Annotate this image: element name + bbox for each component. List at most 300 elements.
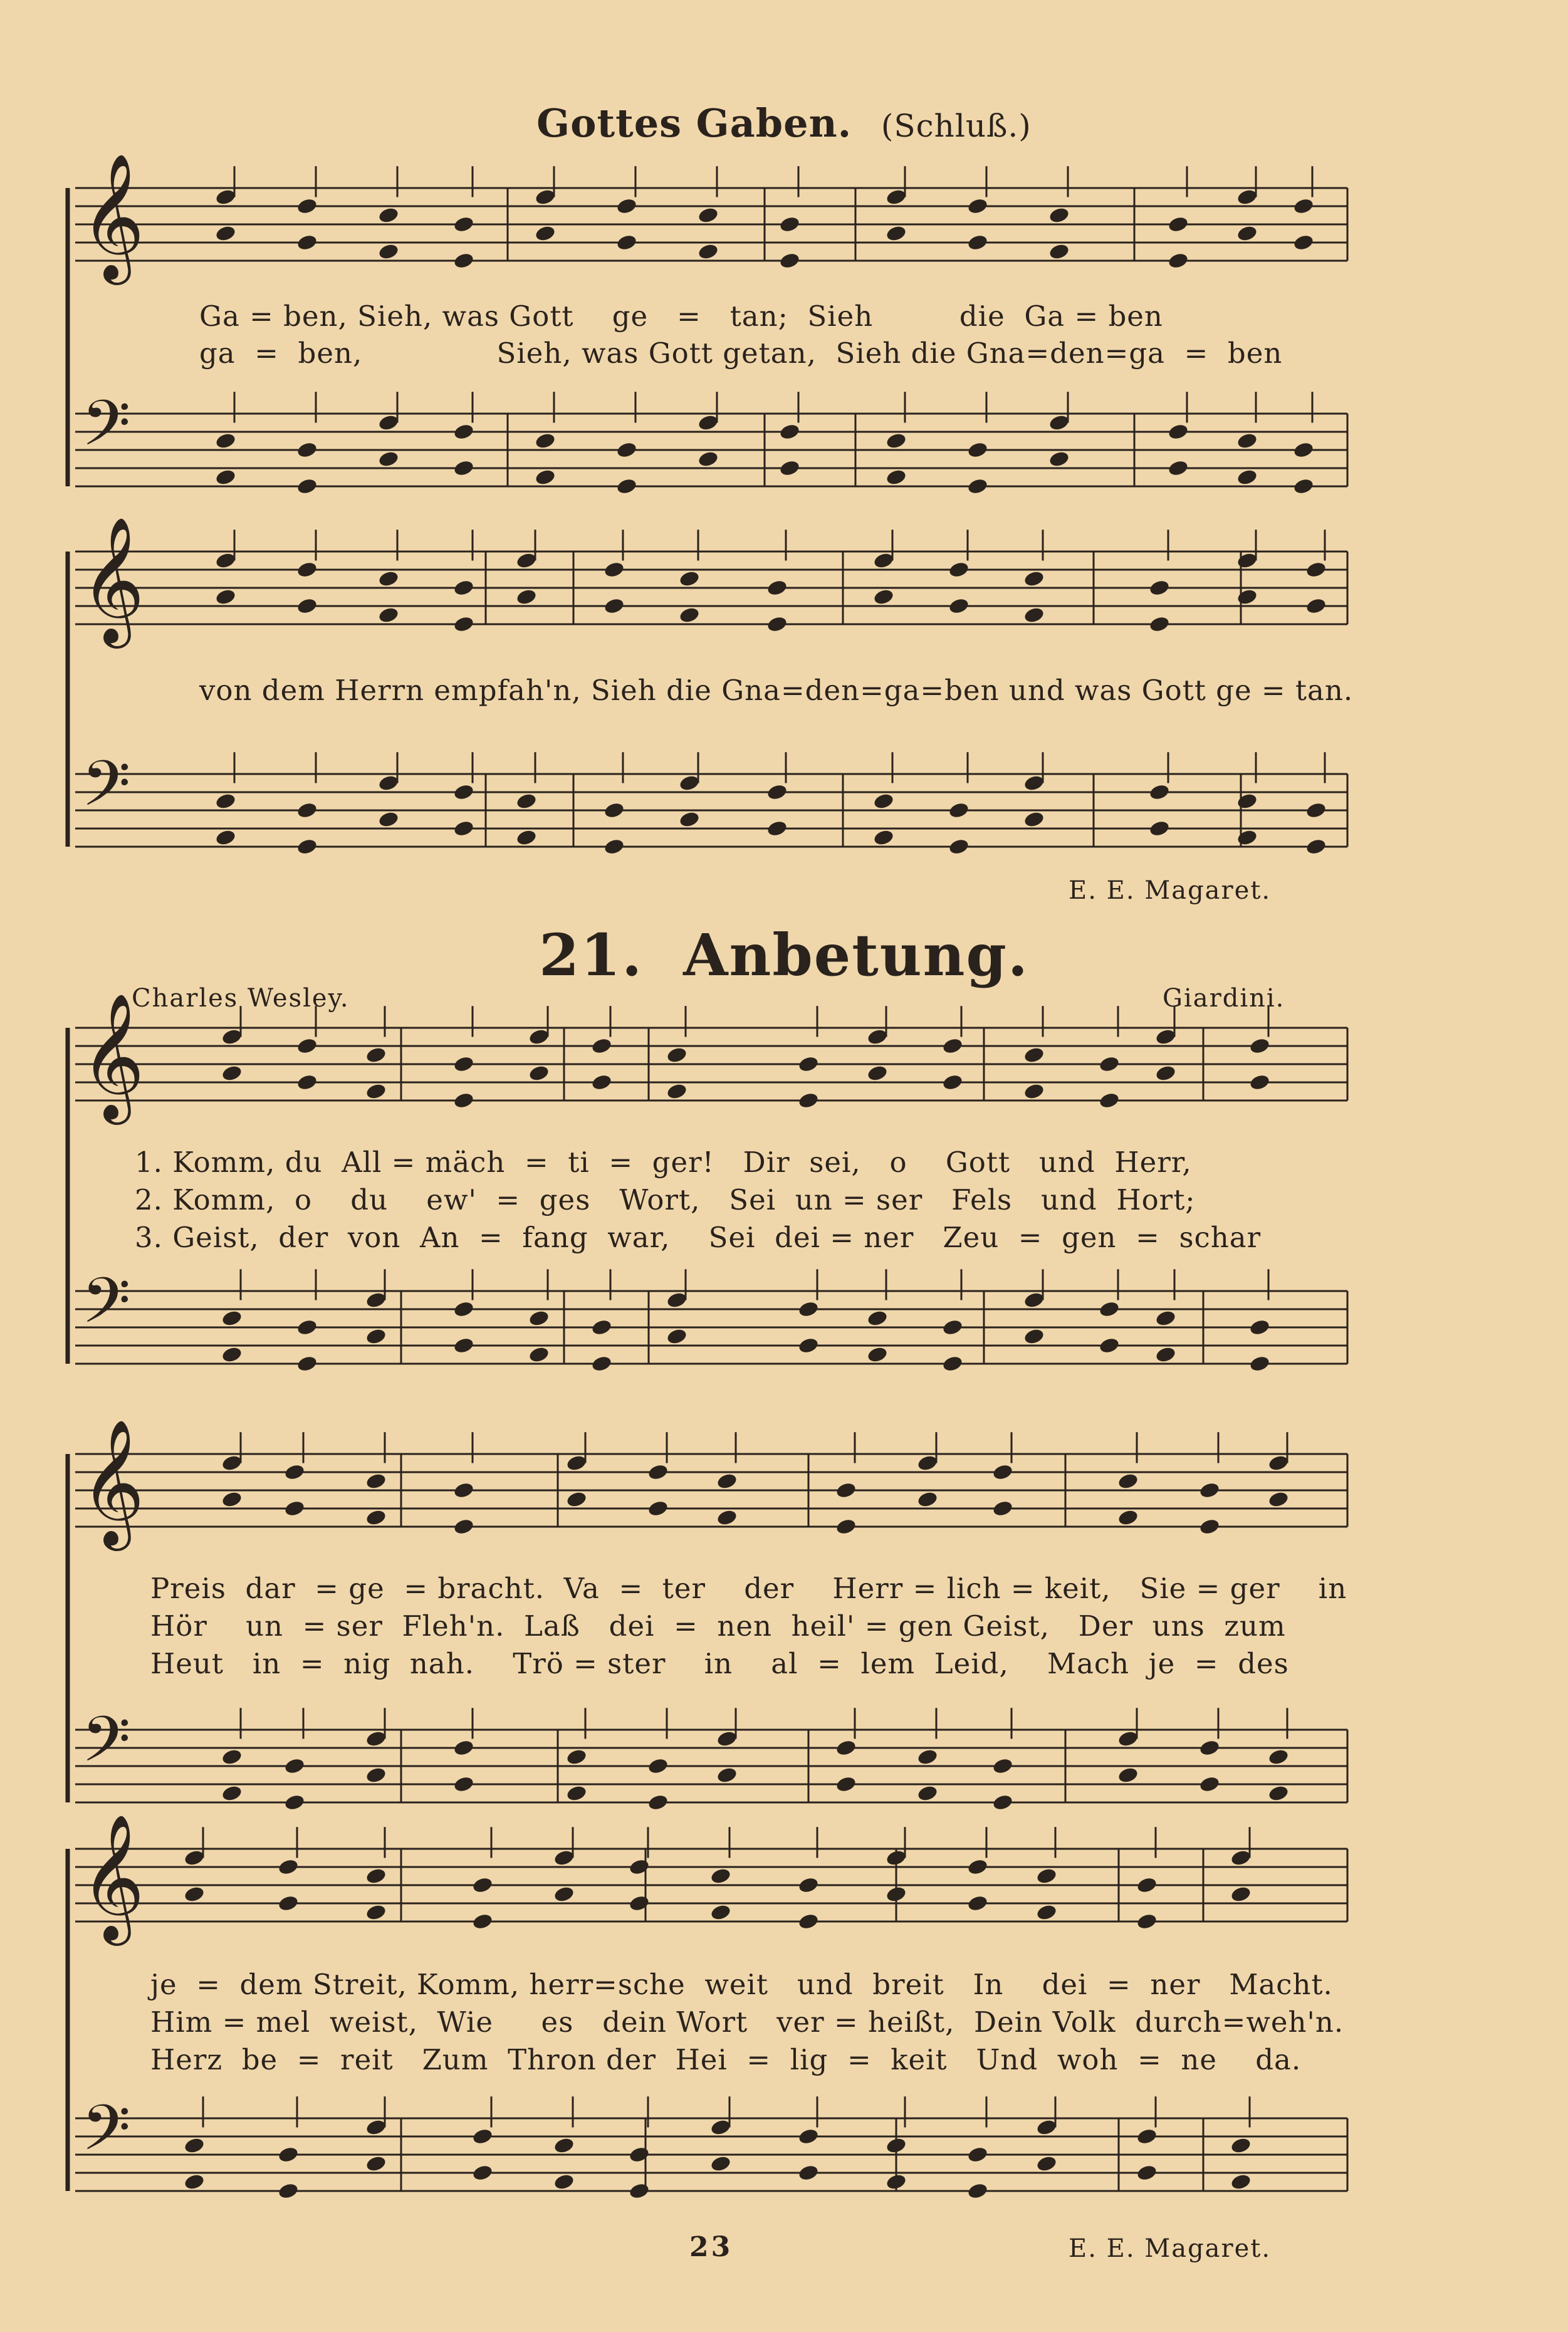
system-4-bass-note: [647, 1757, 669, 1775]
system-2-treble-note: [1236, 552, 1258, 570]
system-5-bass-note: [553, 2173, 575, 2191]
system-2-treble-note: [766, 578, 788, 597]
system-3-bass-note: [296, 1318, 318, 1336]
system-2-treble-note: [296, 560, 318, 578]
system-3-treble-note: [590, 1073, 612, 1091]
system-5-treble-note: [277, 1858, 299, 1876]
system-1-bass-note: [697, 414, 719, 432]
system-5-treble-note: [553, 1849, 575, 1867]
system-3-bass-note: [1248, 1354, 1270, 1373]
system-2-bass-note: [296, 837, 318, 855]
system-5-treble-note: [797, 1912, 819, 1930]
system-1-bass-note: [885, 468, 907, 486]
system-1-treble-note: [452, 215, 474, 233]
system-4-bass-note: [1267, 1784, 1289, 1802]
system-5-treble-note: [709, 1867, 731, 1885]
system-1-bass-note: [452, 459, 474, 477]
system-5-bass-note: [885, 2173, 907, 2191]
system-3-treble-note: [365, 1082, 387, 1101]
system-4-treble-note: [283, 1463, 305, 1481]
system-4-treble-note: [1267, 1454, 1289, 1472]
system-1-bass-note: [1167, 459, 1189, 477]
system-3-treble-note: [1154, 1064, 1176, 1082]
system-4-treble-note: [283, 1499, 305, 1517]
system-4-bass-note: [565, 1784, 587, 1802]
system-2-bass-note: [1023, 810, 1045, 829]
system-5-bass-note: [183, 2173, 205, 2191]
system-3-bass-note: [866, 1309, 888, 1327]
system-3-treble-note: [528, 1064, 550, 1082]
system-4-treble-note: [716, 1508, 738, 1527]
system-4-bass-note: [835, 1775, 857, 1793]
system-1-treble-note: [966, 197, 988, 215]
system-3-bass-note: [528, 1346, 550, 1364]
system-3-bass-note: [590, 1318, 612, 1336]
hymn-lyric-s1-v1: 1. Komm, du All = mäch = ti = ger! Dir sei, o Gott und Herr,: [135, 1146, 1192, 1179]
hymn-lyric-s1-v3: 3. Geist, der von An = fang war, Sei dei = ner Zeu = gen = schar: [135, 1221, 1262, 1254]
system-1-treble-note: [214, 224, 236, 243]
system-2-treble-note: [948, 560, 970, 578]
system-2-treble-note: [603, 560, 625, 578]
system-2-bass-note: [515, 792, 537, 810]
system-1-bass-note: [377, 414, 399, 432]
system-1-treble-note: [1167, 215, 1189, 233]
system-1-treble-note: [1292, 197, 1314, 215]
system-1-bass-note: [778, 422, 800, 441]
system-4-treble-note: [365, 1472, 387, 1490]
system-5-bass-note: [1230, 2173, 1252, 2191]
system-3-bass-note: [452, 1336, 474, 1354]
system-2-treble-note: [678, 606, 700, 624]
system-5-treble-note: [885, 1849, 907, 1867]
system-2-bass-note: [603, 801, 625, 819]
system-3-bass-note: [1098, 1336, 1120, 1354]
system-4-treble-note: [916, 1454, 938, 1472]
system-3-treble-note: [1023, 1082, 1045, 1101]
system-2-treble-note: [296, 597, 318, 615]
system-5-bass-note: [797, 2163, 819, 2182]
system-5-bass-note: [966, 2145, 988, 2163]
system-2-bass-note: [1305, 837, 1327, 855]
continuation-lyric-line-2: ga = ben, Sieh, was Gott getan, Sieh die Gna=den=ga = ben: [199, 337, 1283, 370]
system-4-treble-note: [1117, 1472, 1139, 1490]
system-4-bass-note: [565, 1748, 587, 1766]
system-1-treble-note: [885, 188, 907, 206]
continuation-lyric-line-3: von dem Herrn empfah'n, Sieh die Gna=den=ga=ben und was Gott ge = tan.: [199, 674, 1354, 707]
system-1-bass-note: [966, 441, 988, 459]
system-5-bass-note: [1230, 2136, 1252, 2155]
system-5-bass-note: [628, 2182, 650, 2200]
hymn-lyric-s3-v3: Herz be = reit Zum Thron der Hei = lig = keit Und woh = ne da.: [150, 2043, 1302, 2076]
system-3-treble-note: [221, 1064, 243, 1082]
hymn-lyric-s3-v2: Him = mel weist, Wie es dein Wort ver = heißt, Dein Volk durch=weh'n.: [150, 2005, 1344, 2039]
system-4-bass-note: [1198, 1739, 1220, 1757]
system-5-bass-note: [885, 2136, 907, 2155]
system-5-bass-note: [1035, 2155, 1057, 2173]
system-3-bass-note: [941, 1354, 963, 1373]
page-number: 23: [689, 2231, 733, 2263]
system-5-bass-note: [1136, 2163, 1158, 2182]
system-4-treble-note: [365, 1508, 387, 1527]
system-4-treble-note: [221, 1454, 243, 1472]
system-3-treble-note: [452, 1055, 474, 1073]
system-1-bass-note: [296, 477, 318, 495]
system-5-treble-note: [966, 1858, 988, 1876]
system-1-treble-note: [1236, 224, 1258, 243]
system-3-bass-note: [1248, 1318, 1270, 1336]
system-5-treble-note: [628, 1858, 650, 1876]
continuation-lyric-line-1: Ga = ben, Sieh, was Gott ge = tan; Sieh die Ga = ben: [199, 300, 1163, 333]
system-1-bass-note: [1292, 477, 1314, 495]
system-4-bass-note: [452, 1739, 474, 1757]
system-2-bass-note: [766, 819, 788, 837]
system-5-treble-note: [365, 1867, 387, 1885]
system-1-treble-note: [1167, 251, 1189, 269]
system-4-treble-note: [565, 1490, 587, 1508]
system-3-bass-note: [452, 1300, 474, 1318]
system-3-treble-note: [1023, 1046, 1045, 1064]
system-3-bass-note: [866, 1346, 888, 1364]
system-3-treble-note: [1154, 1028, 1176, 1046]
hymn-lyric-s1-v2: 2. Komm, o du ew' = ges Wort, Sei un = ser Fels und Hort;: [135, 1183, 1196, 1216]
system-1-treble-note: [296, 197, 318, 215]
footer-composer: E. E. Magaret.: [1069, 2234, 1272, 2263]
system-2-bass-note: [1305, 801, 1327, 819]
system-2-bass-note: [1236, 829, 1258, 847]
system-4-treble-note: [565, 1454, 587, 1472]
system-5-bass-note: [628, 2145, 650, 2163]
system-1-treble-note: [1048, 243, 1070, 261]
system-1-bass-note: [615, 441, 637, 459]
system-2-treble-note: [214, 588, 236, 606]
system-1-treble-note: [296, 233, 318, 251]
system-4-treble-note: [1198, 1481, 1220, 1499]
system-4-bass-clef-icon: 𝄢: [81, 1702, 131, 1792]
system-4-treble-note: [452, 1517, 474, 1535]
system-2-bass-note: [948, 801, 970, 819]
system-2-treble-note: [766, 615, 788, 633]
system-4-bass-note: [1117, 1730, 1139, 1748]
system-2-treble-note: [377, 606, 399, 624]
system-5-treble-clef-icon: 𝄞: [80, 1813, 145, 1941]
hymn-number: 21.: [539, 921, 644, 989]
system-2-treble-note: [678, 570, 700, 588]
system-3-treble-note: [797, 1055, 819, 1073]
system-1-bass-note: [1236, 432, 1258, 450]
system-3-treble-note: [866, 1064, 888, 1082]
system-1-bass-note: [966, 477, 988, 495]
system-3-treble-note: [797, 1091, 819, 1109]
system-5-treble-note: [1230, 1885, 1252, 1903]
system-3-bass-note: [1154, 1346, 1176, 1364]
system-5-bass-note: [183, 2136, 205, 2155]
system-2-bass-note: [603, 837, 625, 855]
system-1-treble-note: [534, 224, 556, 243]
system-1-treble-note: [214, 188, 236, 206]
system-1-treble-note: [452, 251, 474, 269]
system-3-treble-note: [941, 1073, 963, 1091]
system-3-treble-note: [941, 1037, 963, 1055]
system-5-bass-note: [797, 2127, 819, 2145]
system-2-treble-note: [948, 597, 970, 615]
system-4-bass-note: [716, 1730, 738, 1748]
system-4-treble-note: [1117, 1508, 1139, 1527]
system-1-bass-note: [1167, 422, 1189, 441]
system-1-bass-note: [1292, 441, 1314, 459]
system-5-treble-note: [885, 1885, 907, 1903]
system-2-bass-note: [1148, 783, 1170, 801]
hymn-lyric-s2-v2: Hör un = ser Fleh'n. Laß dei = nen heil' = gen Geist, Der uns zum: [150, 1609, 1286, 1643]
system-2-bass-note: [948, 837, 970, 855]
system-3-treble-clef-icon: 𝄞: [80, 992, 145, 1120]
system-4-bass-note: [365, 1766, 387, 1784]
system-2-bass-note: [766, 783, 788, 801]
system-2-treble-note: [1305, 597, 1327, 615]
system-3-bass-note: [528, 1309, 550, 1327]
system-2-treble-note: [1305, 560, 1327, 578]
system-2-bass-note: [452, 819, 474, 837]
system-4-bass-note: [916, 1748, 938, 1766]
system-4-bass-note: [221, 1784, 243, 1802]
system-4-treble-note: [916, 1490, 938, 1508]
system-3-bass-note: [1154, 1309, 1176, 1327]
system-5-treble-note: [1035, 1867, 1057, 1885]
system-1-bass-note: [1236, 468, 1258, 486]
system-3-bass-note: [1023, 1327, 1045, 1346]
system-1-treble-note: [778, 215, 800, 233]
system-4-bass-note: [835, 1739, 857, 1757]
system-1-treble-clef-icon: 𝄞: [80, 152, 145, 280]
system-1-treble-note: [885, 224, 907, 243]
system-2-bass-note: [377, 774, 399, 792]
system-3-treble-note: [666, 1046, 687, 1064]
system-4-bass-note: [283, 1757, 305, 1775]
hymn-lyric-s3-v1: je = dem Streit, Komm, herr=sche weit und breit In dei = ner Macht.: [150, 1968, 1333, 2001]
system-5-treble-note: [183, 1849, 205, 1867]
system-5-bass-note: [709, 2155, 731, 2173]
system-4-bass-note: [647, 1793, 669, 1811]
system-5-bass-note: [277, 2182, 299, 2200]
system-3-treble-note: [866, 1028, 888, 1046]
hymn-composer: Giardini.: [1163, 984, 1285, 1013]
system-3-treble-note: [666, 1082, 687, 1101]
system-2-bass-note: [377, 810, 399, 829]
system-5-bass-note: [553, 2136, 575, 2155]
system-5-bass-note: [1136, 2127, 1158, 2145]
system-2-bass-note: [452, 783, 474, 801]
system-1-treble-note: [377, 206, 399, 224]
system-5-treble-note: [471, 1912, 493, 1930]
system-3-bass-note: [941, 1318, 963, 1336]
system-4-bass-note: [452, 1775, 474, 1793]
hymn-title-text: Anbetung.: [683, 921, 1029, 989]
system-5-treble-note: [1136, 1876, 1158, 1894]
system-3-treble-note: [590, 1037, 612, 1055]
system-3-bass-note: [221, 1346, 243, 1364]
system-3-bass-note: [365, 1327, 387, 1346]
system-1-bass-note: [1048, 414, 1070, 432]
continuation-subtitle: (Schluß.): [881, 108, 1032, 144]
system-5-bass-note: [365, 2118, 387, 2136]
system-2-bass-note: [1023, 774, 1045, 792]
system-5-bass-note: [277, 2145, 299, 2163]
system-3-treble-note: [296, 1037, 318, 1055]
system-2-bass-note: [1148, 819, 1170, 837]
system-5-bass-clef-icon: 𝄢: [81, 2091, 131, 2180]
system-4-bass-note: [1267, 1748, 1289, 1766]
system-5-treble-note: [1035, 1903, 1057, 1922]
system-1-treble-note: [615, 197, 637, 215]
system-2-treble-note: [872, 552, 894, 570]
system-1-bass-note: [885, 432, 907, 450]
system-1-bass-note: [214, 468, 236, 486]
system-2-treble-note: [603, 597, 625, 615]
system-5-treble-note: [471, 1876, 493, 1894]
system-3-bass-note: [666, 1327, 687, 1346]
system-5-bass-note: [966, 2182, 988, 2200]
system-5-treble-note: [709, 1903, 731, 1922]
system-4-treble-note: [221, 1490, 243, 1508]
system-1-bass-note: [534, 432, 556, 450]
system-2-treble-note: [872, 588, 894, 606]
system-5-bass-note: [471, 2163, 493, 2182]
system-3-bass-note: [666, 1291, 687, 1309]
system-1-treble-note: [1292, 233, 1314, 251]
system-4-treble-note: [647, 1463, 669, 1481]
system-1-bass-clef-icon: 𝄢: [81, 386, 131, 476]
system-4-bass-note: [991, 1793, 1013, 1811]
continuation-composer: E. E. Magaret.: [1069, 876, 1272, 905]
system-1-treble-note: [966, 233, 988, 251]
system-2-bass-note: [678, 810, 700, 829]
system-4-treble-note: [835, 1481, 857, 1499]
system-3-bass-note: [1023, 1291, 1045, 1309]
system-5-treble-note: [797, 1876, 819, 1894]
system-5-bass-note: [471, 2127, 493, 2145]
system-2-treble-note: [515, 588, 537, 606]
system-5-treble-note: [1136, 1912, 1158, 1930]
system-2-bass-note: [678, 774, 700, 792]
system-4-bass-note: [283, 1793, 305, 1811]
system-5-treble-note: [628, 1894, 650, 1912]
system-3-bass-note: [797, 1300, 819, 1318]
system-4-treble-clef-icon: 𝄞: [80, 1418, 145, 1546]
system-1-bass-note: [534, 468, 556, 486]
system-5-treble-note: [277, 1894, 299, 1912]
system-2-bass-note: [515, 829, 537, 847]
system-5-bass-note: [1035, 2118, 1057, 2136]
system-3-treble-note: [1248, 1073, 1270, 1091]
system-4-bass-note: [1198, 1775, 1220, 1793]
hymn-lyric-s2-v1: Preis dar = ge = bracht. Va = ter der Herr = lich = keit, Sie = ger in: [150, 1572, 1347, 1605]
system-3-treble-note: [528, 1028, 550, 1046]
system-2-treble-note: [1023, 570, 1045, 588]
system-4-treble-note: [452, 1481, 474, 1499]
system-1-treble-note: [1048, 206, 1070, 224]
system-4-bass-note: [716, 1766, 738, 1784]
system-4-bass-note: [1117, 1766, 1139, 1784]
system-5-treble-note: [966, 1894, 988, 1912]
system-2-treble-note: [1236, 588, 1258, 606]
system-4-bass-note: [916, 1784, 938, 1802]
system-3-treble-note: [365, 1046, 387, 1064]
system-1-bass-note: [615, 477, 637, 495]
system-1-bass-note: [214, 432, 236, 450]
system-2-treble-clef-icon: 𝄞: [80, 516, 145, 644]
system-1-treble-note: [615, 233, 637, 251]
hymn-lyric-s2-v3: Heut in = nig nah. Trö = ster in al = lem Leid, Mach je = des: [150, 1647, 1289, 1680]
system-1-bass-note: [697, 450, 719, 468]
hymn-author: Charles Wesley.: [132, 984, 350, 1013]
system-3-bass-note: [590, 1354, 612, 1373]
hymn-title: [0, 921, 1568, 989]
system-3-treble-note: [1098, 1055, 1120, 1073]
system-3-bass-note: [221, 1309, 243, 1327]
system-2-treble-note: [377, 570, 399, 588]
system-5-treble-note: [183, 1885, 205, 1903]
system-2-treble-note: [1148, 578, 1170, 597]
system-2-treble-note: [1023, 606, 1045, 624]
system-1-treble-note: [377, 243, 399, 261]
system-2-treble-note: [515, 552, 537, 570]
system-4-treble-note: [991, 1499, 1013, 1517]
system-3-bass-note: [365, 1291, 387, 1309]
system-2-bass-clef-icon: 𝄢: [81, 746, 131, 836]
system-4-bass-note: [365, 1730, 387, 1748]
system-5-treble-note: [365, 1903, 387, 1922]
system-2-bass-note: [214, 792, 236, 810]
system-2-bass-note: [872, 792, 894, 810]
system-4-treble-note: [716, 1472, 738, 1490]
continuation-title-text: Gottes Gaben.: [536, 100, 852, 146]
system-2-treble-note: [452, 578, 474, 597]
system-4-treble-note: [647, 1499, 669, 1517]
system-3-treble-note: [452, 1091, 474, 1109]
system-3-bass-note: [296, 1354, 318, 1373]
system-3-treble-note: [1098, 1091, 1120, 1109]
system-1-bass-note: [377, 450, 399, 468]
system-1-bass-note: [296, 441, 318, 459]
system-2-treble-note: [1148, 615, 1170, 633]
system-5-treble-note: [1230, 1849, 1252, 1867]
system-3-bass-clef-icon: 𝄢: [81, 1263, 131, 1353]
system-2-bass-note: [1236, 792, 1258, 810]
system-2-bass-note: [872, 829, 894, 847]
system-2-treble-note: [452, 615, 474, 633]
system-1-treble-note: [534, 188, 556, 206]
system-1-treble-note: [778, 251, 800, 269]
system-3-treble-note: [296, 1073, 318, 1091]
system-1-bass-note: [452, 422, 474, 441]
system-2-bass-note: [296, 801, 318, 819]
system-5-bass-note: [365, 2155, 387, 2173]
system-5-bass-note: [709, 2118, 731, 2136]
system-2-bass-note: [214, 829, 236, 847]
system-5-treble-note: [553, 1885, 575, 1903]
system-4-treble-note: [1267, 1490, 1289, 1508]
system-4-bass-note: [991, 1757, 1013, 1775]
system-1-treble-note: [697, 243, 719, 261]
system-3-treble-note: [1248, 1037, 1270, 1055]
system-3-bass-note: [797, 1336, 819, 1354]
system-4-bass-note: [221, 1748, 243, 1766]
system-4-treble-note: [1198, 1517, 1220, 1535]
system-1-treble-note: [1236, 188, 1258, 206]
system-2-treble-note: [214, 552, 236, 570]
system-3-bass-note: [1098, 1300, 1120, 1318]
system-3-treble-note: [221, 1028, 243, 1046]
system-1-bass-note: [778, 459, 800, 477]
